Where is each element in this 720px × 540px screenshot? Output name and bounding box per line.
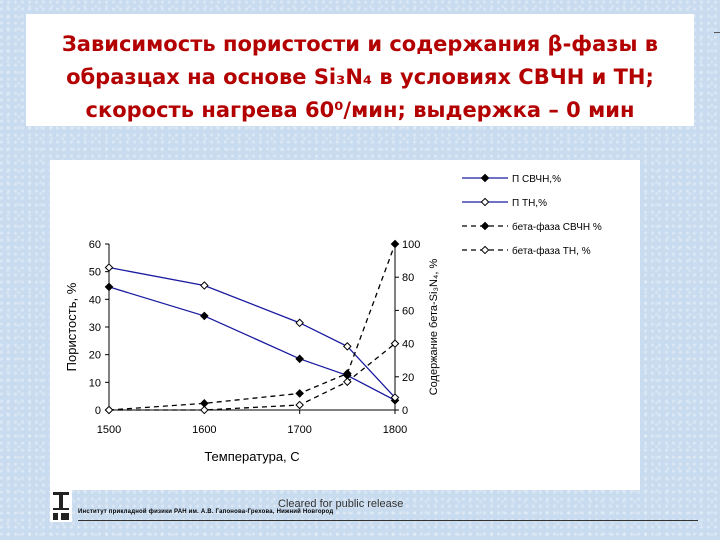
legend-entry-3 bbox=[462, 221, 602, 233]
data-point bbox=[481, 222, 488, 229]
legend-entry-1 bbox=[462, 174, 561, 185]
right-y-tick-label: 100 bbox=[402, 239, 421, 251]
right-y-tick-label: 40 bbox=[402, 338, 415, 351]
x-tick-label: 1700 bbox=[287, 424, 312, 436]
data-point bbox=[201, 406, 208, 413]
series-4 bbox=[105, 340, 398, 414]
data-point bbox=[481, 246, 488, 253]
series-2 bbox=[105, 264, 398, 401]
data-point bbox=[481, 198, 488, 205]
x-tick-label: 1800 bbox=[382, 424, 408, 436]
data-point bbox=[105, 264, 112, 271]
chart-panel bbox=[50, 160, 640, 490]
series-layer bbox=[105, 240, 398, 413]
slide-title-line-1: Зависимость пористости и содержания β-фазы в bbox=[61, 32, 659, 56]
data-point bbox=[296, 355, 303, 362]
right-y-tick-label: 60 bbox=[402, 305, 415, 318]
legend-label: П СВЧН,% bbox=[512, 174, 561, 185]
slide-title bbox=[26, 28, 694, 127]
series-1 bbox=[105, 283, 398, 404]
legend-entry-2 bbox=[462, 198, 547, 209]
legend-label: бета-фаза СВЧН % bbox=[512, 222, 602, 233]
data-point bbox=[105, 406, 112, 413]
data-point bbox=[296, 390, 303, 397]
data-point bbox=[296, 401, 303, 408]
slide-title-line-3: скорость нагрева 60⁰/мин; выдержка – 0 мин bbox=[85, 98, 635, 122]
left-y-tick-label: 0 bbox=[94, 405, 101, 417]
x-tick-label: 1600 bbox=[192, 424, 217, 436]
porosity-beta-phase-chart bbox=[50, 160, 640, 490]
data-point bbox=[105, 283, 112, 290]
clearance-note: Cleared for public release bbox=[278, 498, 404, 510]
left-y-tick-label: 40 bbox=[88, 294, 101, 307]
legend bbox=[462, 174, 602, 257]
left-y-tick-label: 20 bbox=[88, 349, 101, 362]
right-y-tick-label: 0 bbox=[402, 405, 409, 417]
y2-axis-label: Содержание бета-Si₃N₄, % bbox=[428, 258, 440, 396]
legend-entry-4 bbox=[462, 245, 591, 257]
legend-label: бета-фаза ТН, % bbox=[512, 246, 591, 257]
axes-layer bbox=[64, 239, 440, 464]
right-y-tick-label: 80 bbox=[402, 272, 415, 285]
corner-mark bbox=[714, 32, 720, 33]
data-point bbox=[391, 240, 398, 247]
footer-divider bbox=[78, 520, 698, 521]
x-tick-label: 1500 bbox=[96, 424, 122, 436]
left-y-tick-label: 50 bbox=[88, 266, 101, 279]
data-point bbox=[201, 312, 208, 319]
left-y-tick-label: 60 bbox=[88, 239, 101, 251]
left-y-tick-label: 30 bbox=[88, 322, 101, 334]
legend-label: П ТН,% bbox=[512, 198, 547, 209]
series-3 bbox=[105, 240, 398, 413]
slide-title-line-2: образцах на основе Si₃N₄ в условиях СВЧН и ТН; bbox=[66, 65, 654, 89]
series-line bbox=[109, 344, 395, 410]
y-axis-label: Пористость, % bbox=[64, 282, 79, 372]
institute-logo bbox=[50, 488, 72, 527]
title-panel bbox=[26, 14, 694, 126]
x-axis-label: Температура, С bbox=[204, 449, 300, 464]
data-point bbox=[481, 174, 488, 181]
left-y-tick-label: 10 bbox=[88, 377, 101, 390]
right-y-tick-label: 20 bbox=[402, 371, 415, 384]
data-point bbox=[201, 282, 208, 289]
data-point bbox=[296, 319, 303, 326]
series-line bbox=[109, 244, 395, 410]
footer-institution: Институт прикладной физики РАН им. А.В. Гапонова-Грехова, Нижний Новгород bbox=[78, 509, 334, 515]
